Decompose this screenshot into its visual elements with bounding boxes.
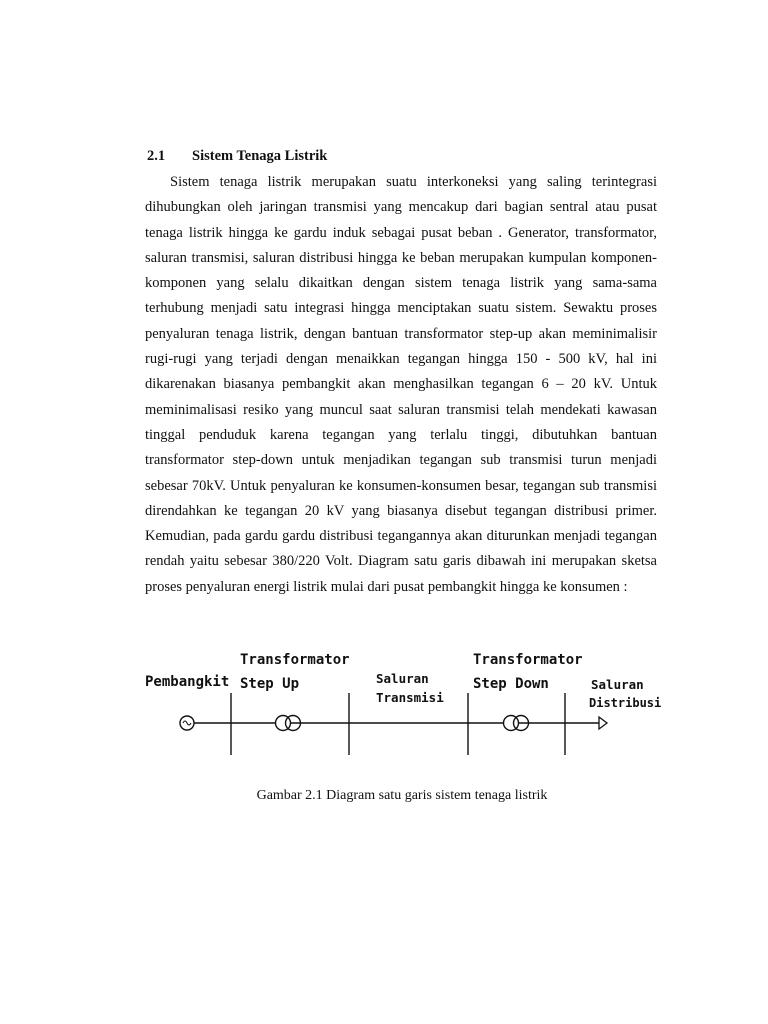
section-title: Sistem Tenaga Listrik — [192, 148, 328, 164]
label-trafo-up-2: Step Up — [240, 676, 300, 692]
single-line-diagram — [143, 643, 663, 773]
label-trafo-down-2: Step Down — [473, 676, 549, 692]
label-trafo-down-1: Transformator — [473, 652, 583, 668]
label-saluran-transmisi-2: Transmisi — [376, 690, 444, 705]
label-trafo-up-1: Transformator — [240, 652, 350, 668]
body-paragraph: Sistem tenaga listrik merupakan suatu interkoneksi yang saling terintegrasi dihubungkan oleh jaringan transmisi yang mencakup dari bagian sentral atau pusat tenaga listrik hingga ke gardu induk sebagai pusat beban . Generator, transformator, saluran transmisi, saluran distribusi hingga ke beban merupakan kumpulan komponen-komponen yang selalu dikaitkan dengan sistem tenaga listrik yang sama-sama terhubung menjadi satu integrasi hingga menciptakan suatu sistem. Sewaktu proses penyaluran tenaga listrik, dengan bantuan transformator step-up akan meminimalisir rugi-rugi yang terjadi dengan menaikkan tegangan hingga 150 - 500 kV, hal ini dikarenakan biasanya pembangkit akan menghasilkan tegangan 6 – 20 kV. Untuk meminimalisasi resiko yang muncul saat saluran transmisi telah mendekati kawasan tinggal penduduk karena tegangan yang terlalu tinggi, dibutuhkan bantuan transformator step-down untuk menjadikan tegangan sub transmisi turun menjadi sebesar 70kV. Untuk penyaluran ke konsumen-konsumen besar, tegangan sub transmisi direndahkan ke tegangan 20 kV yang biasanya disebut tegangan distribusi primer. Kemudian, pada gardu gardu distribusi tegangannya akan diturunkan menjadi tegangan rendah yaitu sebesar 380/220 Volt. Diagram satu garis dibawah ini merupakan sketsa proses penyaluran energi listrik mulai dari pusat pembangkit hingga ke konsumen : — [145, 174, 657, 595]
figure-caption-text: Gambar 2.1 Diagram satu garis sistem tenaga listrik — [256, 788, 548, 803]
load-arrow-icon — [599, 717, 607, 729]
label-saluran-distribusi-1: Saluran — [591, 677, 644, 692]
figure-caption — [0, 788, 768, 804]
label-saluran-distribusi-2: Distribusi — [589, 696, 662, 710]
section-heading — [147, 148, 327, 165]
label-saluran-transmisi-1: Saluran — [376, 671, 429, 686]
section-number: 2.1 — [147, 148, 166, 164]
label-pembangkit: Pembangkit — [145, 674, 230, 690]
generator-icon — [180, 716, 194, 730]
